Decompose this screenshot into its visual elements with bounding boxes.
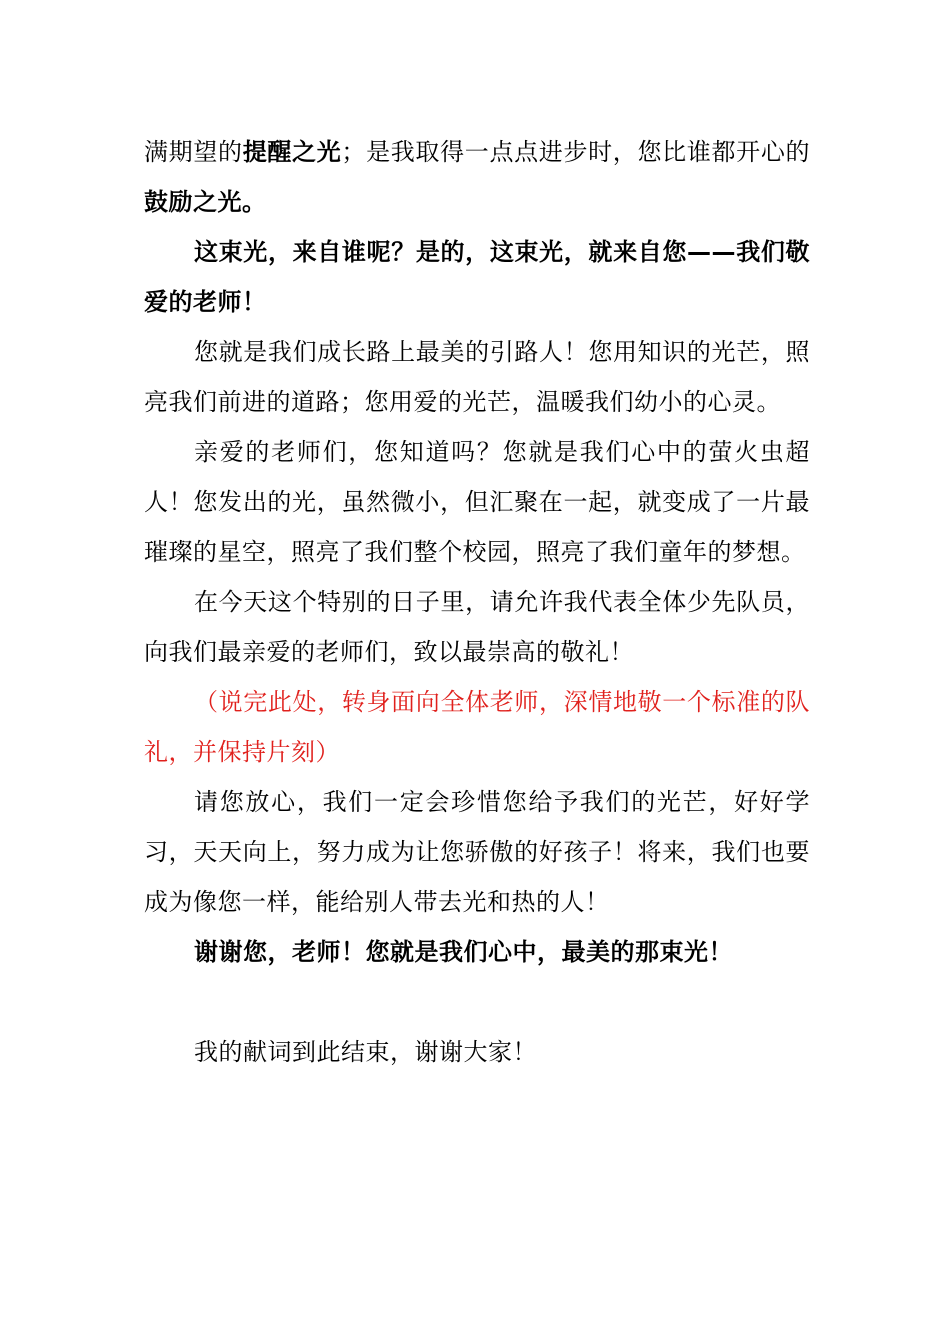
speech-text: [144, 127, 810, 1077]
paragraph-bold-thanks: 谢谢您，老师！您就是我们心中，最美的那束光！: [194, 938, 733, 966]
paragraph-bold-question: 这束光，来自谁呢？是的，这束光，就来自您——我们敬爱的老师！: [144, 238, 810, 316]
paragraph-guide: 您就是我们成长路上最美的引路人！您用知识的光芒，照亮我们前进的道路；您用爱的光芒，温暖我们幼小的心灵。: [144, 338, 810, 416]
emphasis-encouragement-light: 鼓励之光。: [144, 188, 267, 216]
paragraph-salute: 在今天这个特别的日子里，请允许我代表全体少先队员，向我们最亲爱的老师们，致以最崇高的敬礼！: [144, 588, 810, 666]
paragraph-promise: 请您放心，我们一定会珍惜您给予我们的光芒，好好学习，天天向上，努力成为让您骄傲的好孩子！将来，我们也要成为像您一样，能给别人带去光和热的人！: [144, 788, 810, 916]
paragraph-continuation: [144, 127, 810, 227]
stage-direction: （说完此处，转身面向全体老师，深情地敬一个标准的队礼，并保持片刻）: [144, 688, 810, 766]
paragraph-closing: 我的献词到此结束，谢谢大家！: [194, 1038, 537, 1066]
paragraph-text: ；是我取得一点点进步时，您比谁都开心的: [341, 138, 811, 166]
blank-line: [144, 977, 810, 1027]
emphasis-reminder-light: 提醒之光: [242, 138, 342, 166]
paragraph-text: 满期望的: [144, 138, 243, 166]
paragraph-firefly: 亲爱的老师们，您知道吗？您就是我们心中的萤火虫超人！您发出的光，虽然微小，但汇聚在一起，就变成了一片最璀璨的星空，照亮了我们整个校园，照亮了我们童年的梦想。: [144, 438, 810, 566]
